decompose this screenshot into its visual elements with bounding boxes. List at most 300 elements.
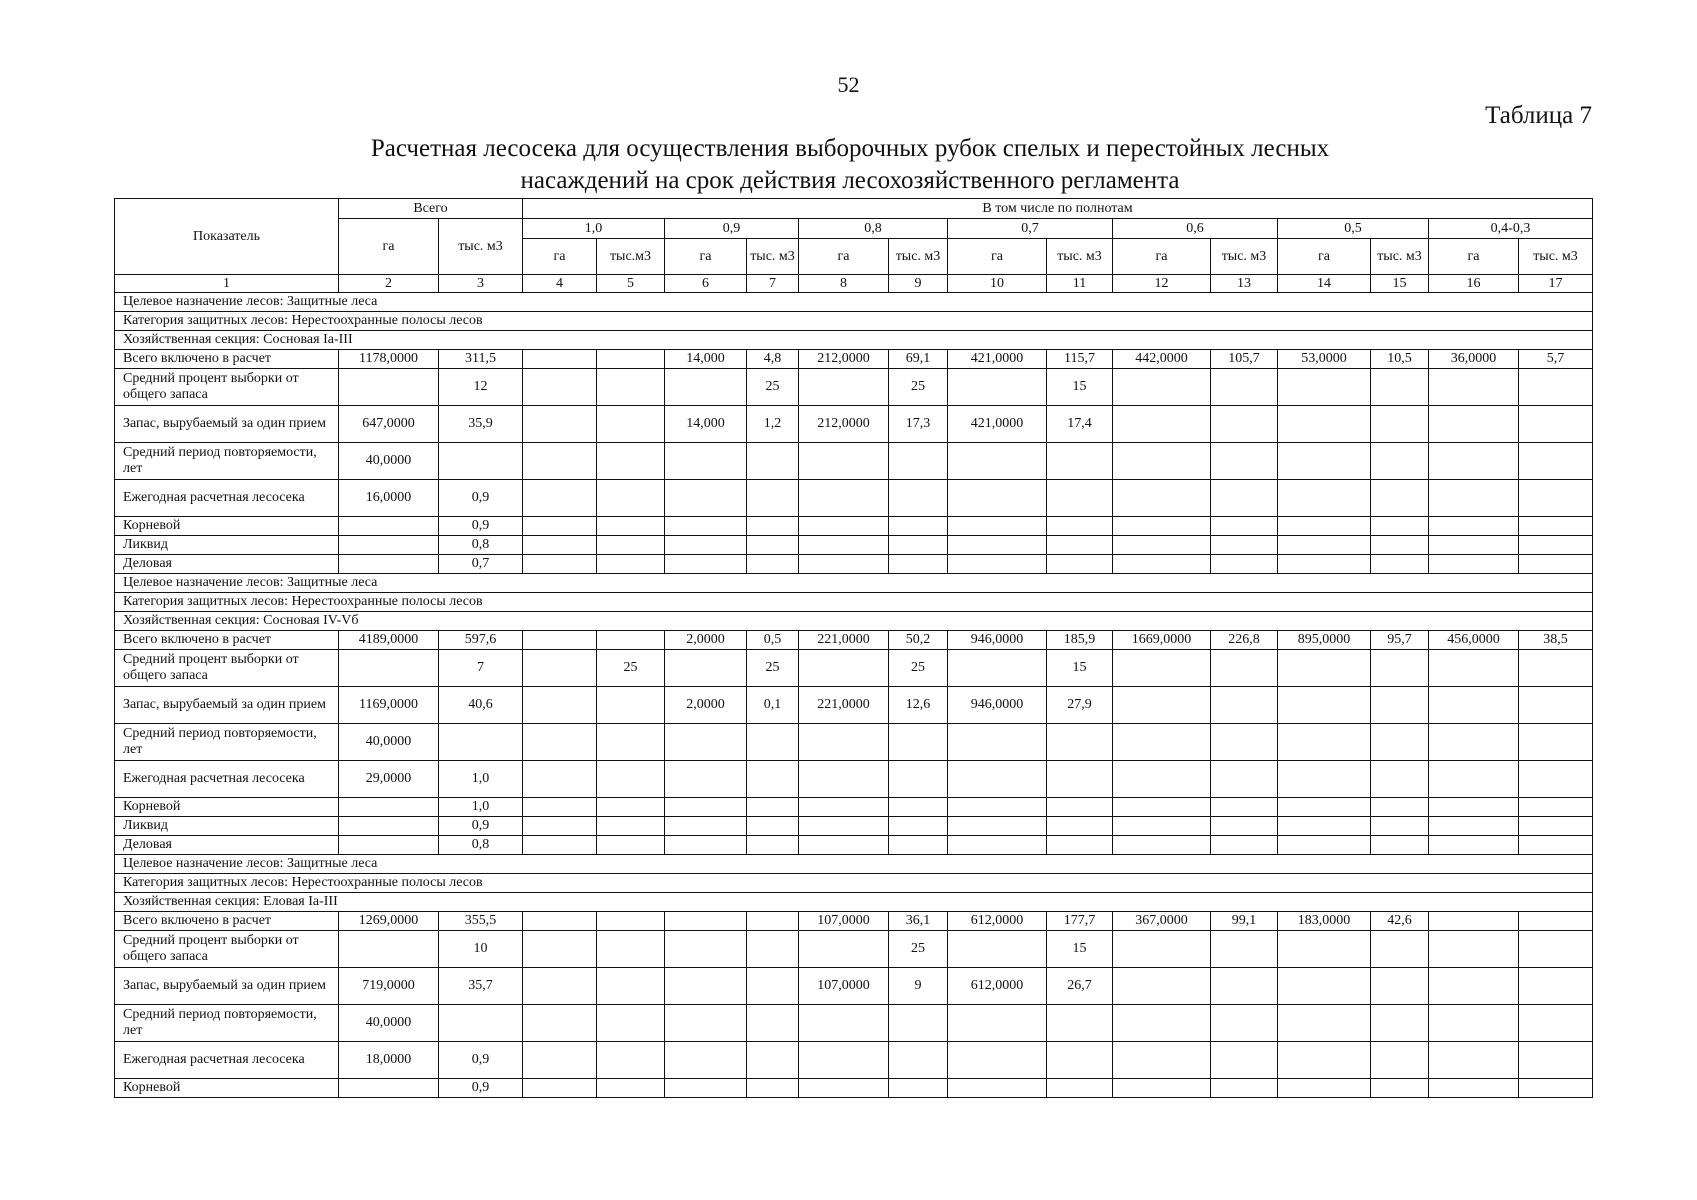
table-cell bbox=[889, 1079, 948, 1098]
table-cell: 26,7 bbox=[1047, 968, 1113, 1005]
table-cell: 355,5 bbox=[439, 912, 523, 931]
table-cell: 40,0000 bbox=[339, 443, 439, 480]
table-cell: 1169,0000 bbox=[339, 687, 439, 724]
table-cell bbox=[1519, 817, 1593, 836]
table-cell: 10,5 bbox=[1371, 350, 1429, 369]
row-indicator: Запас, вырубаемый за один прием bbox=[115, 406, 339, 443]
section-economic-section: Хозяйственная секция: Еловая Ia-III bbox=[115, 893, 1593, 912]
table-cell bbox=[597, 931, 665, 968]
table-cell bbox=[597, 536, 665, 555]
table-cell bbox=[747, 912, 799, 931]
table-cell: 5,7 bbox=[1519, 350, 1593, 369]
header-indicator: Показатель bbox=[115, 199, 339, 275]
column-number: 8 bbox=[799, 275, 889, 293]
table-cell: 15 bbox=[1047, 650, 1113, 687]
table-cell: 456,0000 bbox=[1429, 631, 1519, 650]
table-cell: 36,0000 bbox=[1429, 350, 1519, 369]
table-cell bbox=[1429, 724, 1519, 761]
table-cell bbox=[1113, 817, 1211, 836]
table-cell: 38,5 bbox=[1519, 631, 1593, 650]
table-row bbox=[115, 912, 1593, 931]
table-cell bbox=[1211, 724, 1278, 761]
header-unit: тыс. м3 bbox=[747, 239, 799, 275]
table-cell bbox=[1113, 761, 1211, 798]
table-cell bbox=[1278, 761, 1371, 798]
table-cell bbox=[1371, 931, 1429, 968]
table-cell bbox=[1371, 968, 1429, 1005]
table-cell: 9 bbox=[889, 968, 948, 1005]
table-cell: 107,0000 bbox=[799, 968, 889, 1005]
table-cell bbox=[1429, 369, 1519, 406]
section-economic-section: Хозяйственная секция: Сосновая Ia-III bbox=[115, 331, 1593, 350]
table-cell: 35,7 bbox=[439, 968, 523, 1005]
table-cell bbox=[1113, 1005, 1211, 1042]
table-cell bbox=[1211, 1079, 1278, 1098]
row-indicator: Запас, вырубаемый за один прием bbox=[115, 968, 339, 1005]
table-cell bbox=[597, 687, 665, 724]
row-indicator: Корневой bbox=[115, 798, 339, 817]
row-indicator: Ежегодная расчетная лесосека bbox=[115, 1042, 339, 1079]
table-cell bbox=[747, 1042, 799, 1079]
table-cell: 0,7 bbox=[439, 555, 523, 574]
table-cell bbox=[597, 724, 665, 761]
table-cell: 612,0000 bbox=[948, 968, 1047, 1005]
table-cell bbox=[1047, 443, 1113, 480]
section-header-row bbox=[115, 293, 1593, 312]
table-cell bbox=[1047, 517, 1113, 536]
table-cell bbox=[799, 1079, 889, 1098]
header-density: 0,5 bbox=[1278, 219, 1429, 239]
row-indicator: Запас, вырубаемый за один прием bbox=[115, 687, 339, 724]
table-cell bbox=[948, 836, 1047, 855]
column-number: 9 bbox=[889, 275, 948, 293]
table-cell bbox=[1211, 798, 1278, 817]
table-cell bbox=[1047, 724, 1113, 761]
table-cell bbox=[1519, 798, 1593, 817]
table-cell bbox=[339, 536, 439, 555]
table-cell bbox=[1519, 1042, 1593, 1079]
table-cell bbox=[665, 1079, 747, 1098]
section-header-row bbox=[115, 331, 1593, 350]
table-cell bbox=[799, 369, 889, 406]
table-cell: 221,0000 bbox=[799, 631, 889, 650]
table-row bbox=[115, 931, 1593, 968]
table-cell bbox=[889, 798, 948, 817]
table-cell bbox=[1278, 1042, 1371, 1079]
table-cell bbox=[1047, 761, 1113, 798]
table-cell bbox=[1278, 1079, 1371, 1098]
table-cell: 0,1 bbox=[747, 687, 799, 724]
allowable-cut-table bbox=[114, 198, 1593, 1098]
table-cell: 421,0000 bbox=[948, 350, 1047, 369]
table-cell bbox=[1429, 817, 1519, 836]
row-indicator: Всего включено в расчет bbox=[115, 350, 339, 369]
table-cell bbox=[1519, 912, 1593, 931]
table-cell bbox=[1429, 1079, 1519, 1098]
table-cell bbox=[1278, 798, 1371, 817]
table-cell bbox=[665, 761, 747, 798]
table-cell bbox=[665, 517, 747, 536]
table-cell bbox=[523, 631, 597, 650]
column-number: 3 bbox=[439, 275, 523, 293]
table-cell bbox=[1519, 443, 1593, 480]
table-cell bbox=[1371, 724, 1429, 761]
table-cell bbox=[948, 724, 1047, 761]
table-cell bbox=[665, 968, 747, 1005]
table-cell bbox=[523, 817, 597, 836]
table-cell bbox=[799, 761, 889, 798]
table-cell bbox=[1519, 369, 1593, 406]
table-cell bbox=[948, 443, 1047, 480]
table-cell bbox=[1211, 536, 1278, 555]
header-density: 0,9 bbox=[665, 219, 799, 239]
table-cell bbox=[1047, 536, 1113, 555]
table-cell: 946,0000 bbox=[948, 631, 1047, 650]
table-cell bbox=[523, 1005, 597, 1042]
table-cell bbox=[597, 555, 665, 574]
table-cell bbox=[523, 687, 597, 724]
table-cell bbox=[1211, 480, 1278, 517]
section-header-row bbox=[115, 893, 1593, 912]
table-cell bbox=[1519, 931, 1593, 968]
table-cell bbox=[1047, 817, 1113, 836]
table-row bbox=[115, 536, 1593, 555]
table-cell bbox=[747, 480, 799, 517]
table-cell bbox=[1113, 1042, 1211, 1079]
table-cell: 1669,0000 bbox=[1113, 631, 1211, 650]
table-cell bbox=[339, 517, 439, 536]
section-category: Категория защитных лесов: Нерестоохранные полосы лесов bbox=[115, 874, 1593, 893]
table-cell: 25 bbox=[889, 369, 948, 406]
table-cell bbox=[339, 555, 439, 574]
section-header-row bbox=[115, 312, 1593, 331]
table-cell bbox=[799, 1005, 889, 1042]
table-cell bbox=[747, 931, 799, 968]
header-unit: га bbox=[799, 239, 889, 275]
table-cell bbox=[1519, 687, 1593, 724]
table-cell bbox=[1429, 836, 1519, 855]
table-cell bbox=[1113, 1079, 1211, 1098]
table-cell bbox=[1519, 968, 1593, 1005]
table-cell bbox=[948, 517, 1047, 536]
document-title bbox=[150, 133, 1550, 197]
table-cell bbox=[339, 931, 439, 968]
table-cell bbox=[747, 555, 799, 574]
row-indicator: Средний процент выборки от общего запаса bbox=[115, 931, 339, 968]
table-cell: 12,6 bbox=[889, 687, 948, 724]
table-cell bbox=[1429, 1042, 1519, 1079]
table-cell bbox=[597, 350, 665, 369]
table-row bbox=[115, 631, 1593, 650]
table-cell bbox=[1519, 555, 1593, 574]
table-cell bbox=[1113, 724, 1211, 761]
header-density: 0,6 bbox=[1113, 219, 1278, 239]
table-cell bbox=[1211, 687, 1278, 724]
table-cell bbox=[889, 1042, 948, 1079]
table-cell bbox=[1278, 536, 1371, 555]
table-cell: 1,0 bbox=[439, 798, 523, 817]
table-cell: 27,9 bbox=[1047, 687, 1113, 724]
table-cell bbox=[1429, 687, 1519, 724]
table-cell bbox=[1519, 724, 1593, 761]
table-cell: 1178,0000 bbox=[339, 350, 439, 369]
table-cell bbox=[523, 536, 597, 555]
table-cell bbox=[889, 517, 948, 536]
table-cell bbox=[799, 724, 889, 761]
column-number: 5 bbox=[597, 275, 665, 293]
table-row bbox=[115, 443, 1593, 480]
table-cell bbox=[597, 761, 665, 798]
table-cell bbox=[889, 555, 948, 574]
table-cell bbox=[1211, 761, 1278, 798]
table-cell bbox=[523, 836, 597, 855]
table-cell bbox=[1429, 761, 1519, 798]
table-cell bbox=[523, 931, 597, 968]
table-cell bbox=[1519, 1005, 1593, 1042]
table-cell bbox=[799, 650, 889, 687]
table-cell: 25 bbox=[747, 650, 799, 687]
table-cell bbox=[747, 761, 799, 798]
table-cell bbox=[889, 817, 948, 836]
table-cell bbox=[597, 1042, 665, 1079]
table-row bbox=[115, 1005, 1593, 1042]
table-row bbox=[115, 836, 1593, 855]
table-cell bbox=[1211, 443, 1278, 480]
header-unit: тыс. м3 bbox=[1211, 239, 1278, 275]
table-cell bbox=[1113, 517, 1211, 536]
column-number: 15 bbox=[1371, 275, 1429, 293]
column-number: 1 bbox=[115, 275, 339, 293]
table-row bbox=[115, 724, 1593, 761]
table-cell bbox=[1371, 443, 1429, 480]
row-indicator: Корневой bbox=[115, 517, 339, 536]
table-cell bbox=[665, 724, 747, 761]
table-cell: 177,7 bbox=[1047, 912, 1113, 931]
table-cell bbox=[1371, 650, 1429, 687]
row-indicator: Всего включено в расчет bbox=[115, 631, 339, 650]
row-indicator: Средний период повторяемости, лет bbox=[115, 1005, 339, 1042]
table-cell bbox=[523, 480, 597, 517]
table-cell: 0,8 bbox=[439, 836, 523, 855]
row-indicator: Всего включено в расчет bbox=[115, 912, 339, 931]
table-cell bbox=[1211, 968, 1278, 1005]
table-cell bbox=[523, 1079, 597, 1098]
table-cell bbox=[597, 1079, 665, 1098]
row-indicator: Корневой bbox=[115, 1079, 339, 1098]
table-cell bbox=[747, 517, 799, 536]
table-cell bbox=[1519, 536, 1593, 555]
table-cell bbox=[889, 724, 948, 761]
table-cell bbox=[1113, 555, 1211, 574]
table-row bbox=[115, 555, 1593, 574]
table-cell: 226,8 bbox=[1211, 631, 1278, 650]
table-cell: 36,1 bbox=[889, 912, 948, 931]
table-cell bbox=[523, 369, 597, 406]
table-cell bbox=[948, 536, 1047, 555]
table-cell bbox=[597, 968, 665, 1005]
table-cell bbox=[1519, 761, 1593, 798]
header-unit: га bbox=[948, 239, 1047, 275]
table-cell bbox=[1371, 1042, 1429, 1079]
column-number: 4 bbox=[523, 275, 597, 293]
table-cell bbox=[1429, 517, 1519, 536]
table-cell bbox=[1113, 931, 1211, 968]
table-cell bbox=[889, 1005, 948, 1042]
row-indicator: Ликвид bbox=[115, 817, 339, 836]
table-cell: 17,3 bbox=[889, 406, 948, 443]
header-unit: тыс. м3 bbox=[1047, 239, 1113, 275]
header-unit: тыс.м3 bbox=[597, 239, 665, 275]
table-cell bbox=[1429, 1005, 1519, 1042]
table-cell bbox=[439, 724, 523, 761]
table-cell bbox=[799, 443, 889, 480]
table-cell bbox=[1113, 650, 1211, 687]
table-row bbox=[115, 968, 1593, 1005]
table-cell: 69,1 bbox=[889, 350, 948, 369]
table-cell bbox=[1429, 968, 1519, 1005]
header-unit: тыс. м3 bbox=[889, 239, 948, 275]
table-body bbox=[115, 293, 1593, 1098]
column-number: 7 bbox=[747, 275, 799, 293]
table-cell bbox=[523, 555, 597, 574]
table-cell bbox=[948, 480, 1047, 517]
column-number: 13 bbox=[1211, 275, 1278, 293]
header-density: 0,8 bbox=[799, 219, 948, 239]
table-cell bbox=[339, 1079, 439, 1098]
table-cell bbox=[948, 761, 1047, 798]
header-unit: га bbox=[665, 239, 747, 275]
section-category: Категория защитных лесов: Нерестоохранные полосы лесов bbox=[115, 312, 1593, 331]
table-row bbox=[115, 1079, 1593, 1098]
table-cell bbox=[1519, 517, 1593, 536]
table-cell bbox=[1371, 1005, 1429, 1042]
table-cell bbox=[889, 480, 948, 517]
column-number: 2 bbox=[339, 275, 439, 293]
table-cell: 29,0000 bbox=[339, 761, 439, 798]
table-cell: 40,0000 bbox=[339, 724, 439, 761]
table-cell bbox=[1371, 536, 1429, 555]
header-unit: га bbox=[1113, 239, 1211, 275]
table-cell: 0,9 bbox=[439, 1042, 523, 1079]
table-cell bbox=[523, 517, 597, 536]
table-cell: 105,7 bbox=[1211, 350, 1278, 369]
table-cell: 212,0000 bbox=[799, 350, 889, 369]
column-number: 11 bbox=[1047, 275, 1113, 293]
table-cell: 95,7 bbox=[1371, 631, 1429, 650]
table-cell: 0,9 bbox=[439, 480, 523, 517]
table-cell: 42,6 bbox=[1371, 912, 1429, 931]
table-cell bbox=[1429, 480, 1519, 517]
table-cell bbox=[799, 817, 889, 836]
table-cell bbox=[339, 836, 439, 855]
table-cell bbox=[1429, 912, 1519, 931]
table-cell bbox=[889, 761, 948, 798]
table-cell bbox=[1371, 817, 1429, 836]
table-cell: 16,0000 bbox=[339, 480, 439, 517]
row-indicator: Ежегодная расчетная лесосека bbox=[115, 480, 339, 517]
table-cell: 99,1 bbox=[1211, 912, 1278, 931]
table-cell bbox=[1371, 480, 1429, 517]
table-cell bbox=[523, 1042, 597, 1079]
header-unit: га bbox=[523, 239, 597, 275]
table-cell: 25 bbox=[889, 650, 948, 687]
table-cell bbox=[665, 480, 747, 517]
header-density: 1,0 bbox=[523, 219, 665, 239]
header-unit: га bbox=[1429, 239, 1519, 275]
table-cell bbox=[1113, 536, 1211, 555]
column-number: 17 bbox=[1519, 275, 1593, 293]
table-cell bbox=[439, 443, 523, 480]
table-cell bbox=[1278, 817, 1371, 836]
table-cell bbox=[1519, 836, 1593, 855]
table-cell bbox=[889, 536, 948, 555]
table-cell bbox=[1278, 555, 1371, 574]
header-unit: тыс. м3 bbox=[1371, 239, 1429, 275]
table-cell bbox=[948, 555, 1047, 574]
column-number: 12 bbox=[1113, 275, 1211, 293]
table-cell bbox=[597, 836, 665, 855]
table-cell bbox=[1429, 443, 1519, 480]
table-cell bbox=[948, 369, 1047, 406]
title-line-2: насаждений на срок действия лесохозяйственного регламента bbox=[520, 167, 1180, 194]
table-cell bbox=[1113, 836, 1211, 855]
header-unit: тыс. м3 bbox=[1519, 239, 1593, 275]
table-row bbox=[115, 761, 1593, 798]
column-number: 6 bbox=[665, 275, 747, 293]
table-cell bbox=[665, 536, 747, 555]
table-row bbox=[115, 817, 1593, 836]
table-cell: 53,0000 bbox=[1278, 350, 1371, 369]
table-row bbox=[115, 798, 1593, 817]
table-cell: 35,9 bbox=[439, 406, 523, 443]
table-cell bbox=[1047, 798, 1113, 817]
table-cell bbox=[1278, 406, 1371, 443]
table-cell bbox=[1113, 480, 1211, 517]
table-cell bbox=[1371, 687, 1429, 724]
table-cell bbox=[1047, 555, 1113, 574]
table-cell bbox=[1278, 517, 1371, 536]
column-number: 14 bbox=[1278, 275, 1371, 293]
section-header-row bbox=[115, 612, 1593, 631]
table-cell bbox=[948, 817, 1047, 836]
table-cell: 7 bbox=[439, 650, 523, 687]
table-cell bbox=[597, 443, 665, 480]
table-cell bbox=[799, 555, 889, 574]
table-cell bbox=[597, 1005, 665, 1042]
table-cell: 612,0000 bbox=[948, 912, 1047, 931]
table-cell bbox=[1047, 1005, 1113, 1042]
table-cell bbox=[665, 817, 747, 836]
table-cell: 17,4 bbox=[1047, 406, 1113, 443]
table-cell bbox=[597, 817, 665, 836]
header-unit: га bbox=[1278, 239, 1371, 275]
table-cell bbox=[1519, 650, 1593, 687]
table-cell bbox=[1113, 687, 1211, 724]
section-header-row bbox=[115, 874, 1593, 893]
table-cell bbox=[1278, 836, 1371, 855]
table-row bbox=[115, 517, 1593, 536]
table-cell bbox=[799, 931, 889, 968]
table-cell bbox=[1429, 650, 1519, 687]
table-cell: 25 bbox=[747, 369, 799, 406]
table-cell bbox=[799, 1042, 889, 1079]
column-number: 16 bbox=[1429, 275, 1519, 293]
table-cell bbox=[948, 798, 1047, 817]
table-cell bbox=[665, 931, 747, 968]
table-cell bbox=[948, 1005, 1047, 1042]
table-cell: 2,0000 bbox=[665, 631, 747, 650]
table-cell bbox=[1429, 931, 1519, 968]
